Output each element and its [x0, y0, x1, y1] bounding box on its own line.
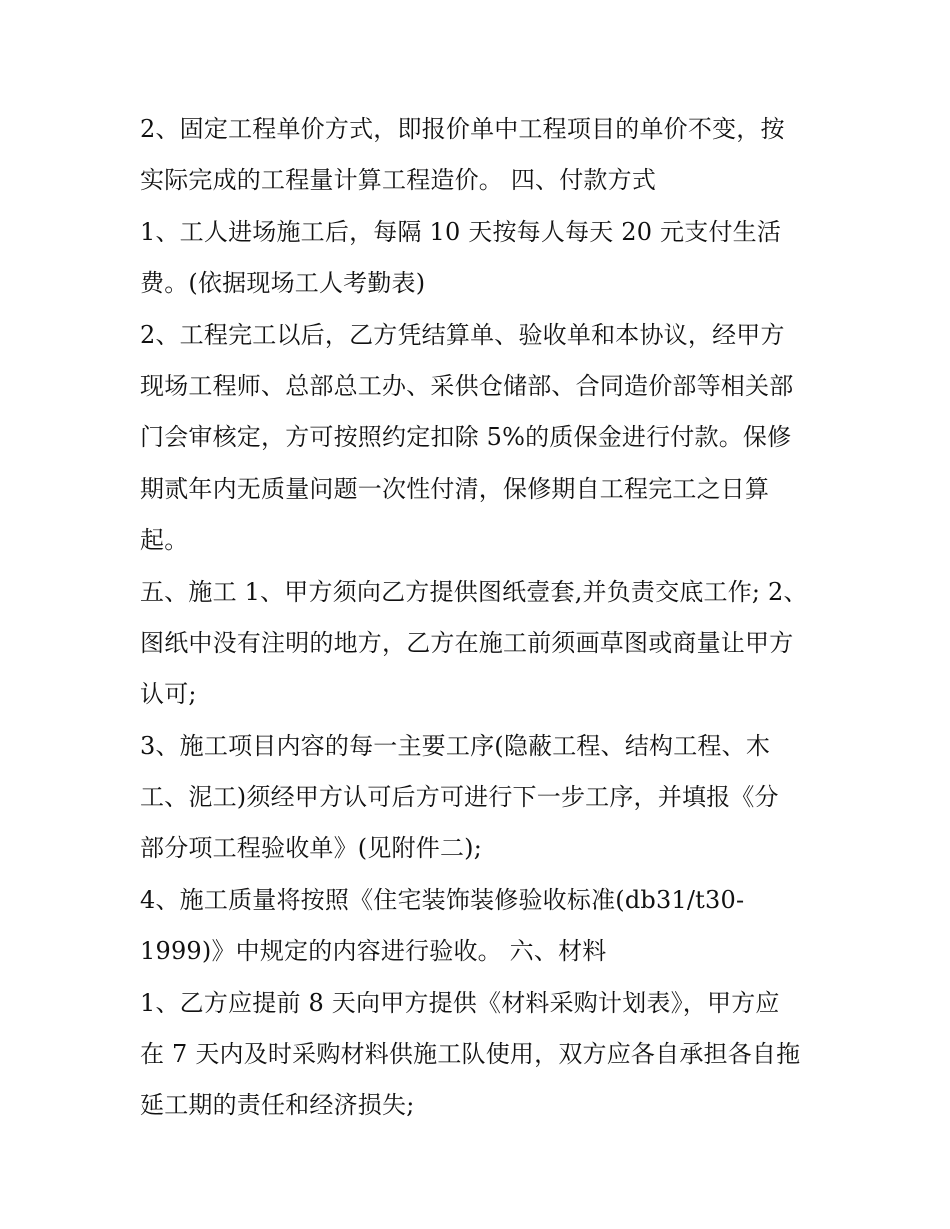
text-line: 实际完成的工程量计算工程造价。 四、付款方式	[140, 166, 657, 195]
text-line: 工、泥工)须经甲方认可后方可进行下一步工序，并填报《分	[140, 783, 779, 812]
text-line: 费。(依据现场工人考勤表)	[140, 269, 426, 298]
text-line: 1999)》中规定的内容进行验收。 六、材料	[140, 937, 607, 966]
text-line: 1、工人进场施工后，每隔 10 天按每人每天 20 元支付生活	[140, 217, 782, 246]
text-line: 起。	[140, 526, 189, 555]
text-line: 延工期的责任和经济损失;	[140, 1091, 415, 1120]
text-line: 五、施工 1、甲方须向乙方提供图纸壹套,并负责交底工作; 2、	[140, 577, 808, 606]
text-line: 1、乙方应提前 8 天向甲方提供《材料采购计划表》，甲方应	[140, 988, 780, 1017]
text-line: 在 7 天内及时采购材料供施工队使用，双方应各自承担各自拖	[140, 1040, 801, 1069]
text-line: 3、施工项目内容的每一主要工序(隐蔽工程、结构工程、木	[140, 731, 771, 760]
text-line: 期贰年内无质量问题一次性付清，保修期自工程完工之日算	[140, 474, 770, 503]
text-line: 部分项工程验收单》(见附件二);	[140, 834, 483, 863]
document-body	[140, 104, 840, 1132]
text-line: 2、工程完工以后，乙方凭结算单、验收单和本协议，经甲方	[140, 320, 785, 349]
text-line: 现场工程师、总部总工办、采供仓储部、合同造价部等相关部	[140, 371, 794, 400]
text-line: 2、固定工程单价方式，即报价单中工程项目的单价不变，按	[140, 115, 785, 143]
text-line: 认可;	[140, 680, 197, 709]
text-line: 图纸中没有注明的地方，乙方在施工前须画草图或商量让甲方	[140, 628, 794, 657]
text-line: 4、施工质量将按照《住宅装饰装修验收标准(db31/t30-	[140, 885, 745, 914]
text-line: 门会审核定，方可按照约定扣除 5%的质保金进行付款。保修	[140, 423, 792, 452]
